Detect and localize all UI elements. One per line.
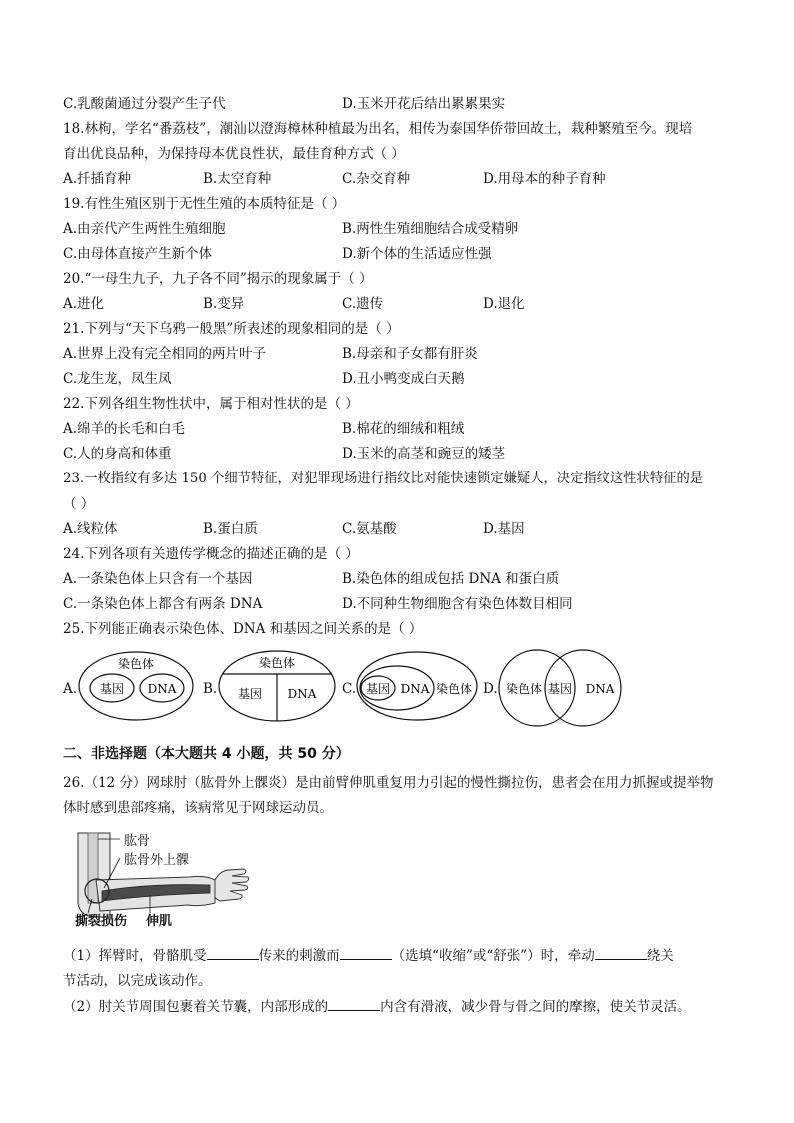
q24-stem: 24.下列各项有关遗传学概念的描述正确的是（ ）	[63, 546, 359, 562]
q26-stem-line2: 体时感到患部疼痛，该病常见于网球运动员。	[63, 800, 333, 816]
q22-stem: 22.下列各组生物性状中，属于相对性状的是（ ）	[63, 396, 359, 412]
q25d-dna-label: DNA	[585, 682, 615, 696]
q25a-dna-label: DNA	[147, 682, 177, 696]
fig-label-epicondyle: 肱骨外上髁	[124, 853, 190, 868]
q26-sub2-text-a: （2）肘关节周围包裹着关节囊，内部形成的	[63, 999, 329, 1015]
fig-label-humerus: 肱骨	[124, 834, 151, 849]
q26-blank-1[interactable]	[207, 947, 259, 960]
q26-sub2-text-b: 内含有滑液，减少骨与骨之间的摩擦，使关节灵活。	[380, 999, 691, 1015]
q25-diagram-c	[355, 648, 480, 724]
q19-option-c: C.由母体直接产生新个体	[63, 246, 213, 262]
q25c-dna-label: DNA	[400, 682, 430, 696]
q21-option-b: B.母亲和子女都有肝炎	[342, 346, 478, 362]
q23-option-d: D.基因	[483, 521, 525, 537]
q23-stem-line2: （ ）	[63, 496, 95, 512]
q19-option-d: D.新个体的生活适应性强	[342, 246, 492, 262]
q25-letter-d: D.	[483, 681, 498, 697]
q25d-chromosome-label: 染色体	[505, 682, 543, 696]
q26-blank-2[interactable]	[340, 947, 392, 960]
q26-sub1-text-d: 绕关	[646, 948, 674, 964]
q23-option-a: A.线粒体	[63, 521, 118, 537]
q21-stem: 21.下列与“天下乌鸦一般黑”所表述的现象相同的是（ ）	[63, 321, 400, 337]
q24-option-c: C.一条染色体上都含有两条 DNA	[63, 596, 263, 612]
q20-option-d: D.退化	[483, 296, 525, 312]
q26-stem-line1: 26.（12 分）网球肘（肱骨外上髁炎）是由前臂伸肌重复用力引起的慢性撕拉伤，患者会在用力抓握或提举物	[63, 775, 714, 791]
q25c-gene-label: 基因	[365, 682, 391, 696]
section2-title: 二、非选择题（本大题共 4 小题，共 50 分）	[63, 746, 350, 762]
q25-diagram-d	[497, 648, 623, 728]
q25a-chromosome-label: 染色体	[117, 657, 155, 671]
q25-letter-c: C.	[342, 681, 357, 697]
q26-sub1-text-c: （选填“收缩”或“舒张”）时，牵动	[391, 948, 595, 964]
q25-letter-a: A.	[63, 681, 78, 697]
q23-stem-line1: 23.一枚指纹有多达 150 个细节特征，对犯罪现场进行指纹比对能快速锁定嫌疑人，决定指纹这性状特征的是	[63, 471, 704, 486]
q17-option-d: D.玉米开花后结出累累果实	[342, 96, 506, 112]
q21-option-a: A.世界上没有完全相同的两片叶子	[63, 346, 267, 362]
q21-option-c: C.龙生龙，凤生凤	[63, 371, 172, 387]
q18-stem-line2: 育出优良品种，为保持母本优良性状，最佳育种方式（ ）	[63, 146, 405, 162]
hand-shape	[215, 869, 249, 901]
q25b-chromosome-label: 染色体	[258, 656, 296, 670]
q25d-gene-label: 基因	[547, 682, 573, 696]
q18-option-d: D.用母本的种子育种	[483, 171, 606, 187]
q26-blank-4[interactable]	[328, 998, 380, 1011]
q23-option-b: B.蛋白质	[203, 521, 258, 537]
q25-diagram-b	[216, 648, 338, 724]
q24-option-a: A.一条染色体上只含有一个基因	[63, 571, 253, 587]
q25a-gene-label: 基因	[99, 682, 125, 696]
q17-option-c: C.乳酸菌通过分裂产生子代	[63, 96, 226, 112]
q24-option-d: D.不同种生物细胞含有染色体数目相同	[342, 596, 573, 612]
fig-label-extensor: 伸肌	[146, 914, 173, 929]
q20-option-a: A.进化	[63, 296, 105, 312]
q22-option-b: B.棉花的细绒和粗绒	[342, 421, 465, 437]
q18-stem-line1: 18.林枸，学名“番荔枝”，潮汕以澄海樟林种植最为出名，相传为泰国华侨带回故土，栽种繁殖至今。现培	[63, 121, 693, 137]
q25-stem: 25.下列能正确表示染色体、DNA 和基因之间关系的是（ ）	[63, 621, 423, 637]
q20-stem: 20.“一母生九子，九子各不同”揭示的现象属于（ ）	[63, 271, 373, 287]
q22-option-d: D.玉米的高茎和豌豆的矮茎	[342, 446, 506, 462]
q26-sub2-line	[63, 995, 691, 1015]
q20-option-c: C.遗传	[342, 296, 384, 312]
q25c-chromosome-label: 染色体	[435, 682, 473, 696]
q25b-dna-label: DNA	[287, 687, 317, 701]
q25-diagram-a	[76, 648, 196, 724]
q26-sub1-line1	[63, 944, 674, 964]
q19-option-b: B.两性生殖细胞结合成受精卵	[342, 221, 519, 237]
q26-sub1-line2: 节活动，以完成该动作。	[63, 973, 212, 989]
q23-option-c: C.氨基酸	[342, 521, 397, 537]
q18-option-c: C.杂交育种	[342, 171, 411, 187]
q22-option-c: C.人的身高和体重	[63, 446, 172, 462]
q26-blank-3[interactable]	[595, 947, 647, 960]
q21-option-d: D.丑小鸭变成白天鹅	[342, 371, 465, 387]
q19-option-a: A.由亲代产生两性生殖细胞	[63, 221, 226, 237]
q18-option-a: A.扦插育种	[63, 171, 132, 187]
q22-option-a: A.绵羊的长毛和白毛	[63, 421, 186, 437]
q19-stem: 19.有性生殖区别于无性生殖的本质特征是（ ）	[63, 196, 346, 212]
humerus-bone-shape	[88, 833, 98, 903]
q26-sub1-text-a: （1）挥臂时，骨骼肌受	[63, 948, 207, 964]
q24-option-b: B.染色体的组成包括 DNA 和蛋白质	[342, 571, 560, 587]
q25b-gene-label: 基因	[237, 687, 263, 701]
q26-sub1-text-b: 传来的刺激而	[258, 948, 340, 964]
q25-letter-b: B.	[203, 681, 218, 697]
fig-label-tear-injury: 撕裂损伤	[75, 914, 128, 929]
q20-option-b: B.变异	[203, 296, 245, 312]
q18-option-b: B.太空育种	[203, 171, 272, 187]
